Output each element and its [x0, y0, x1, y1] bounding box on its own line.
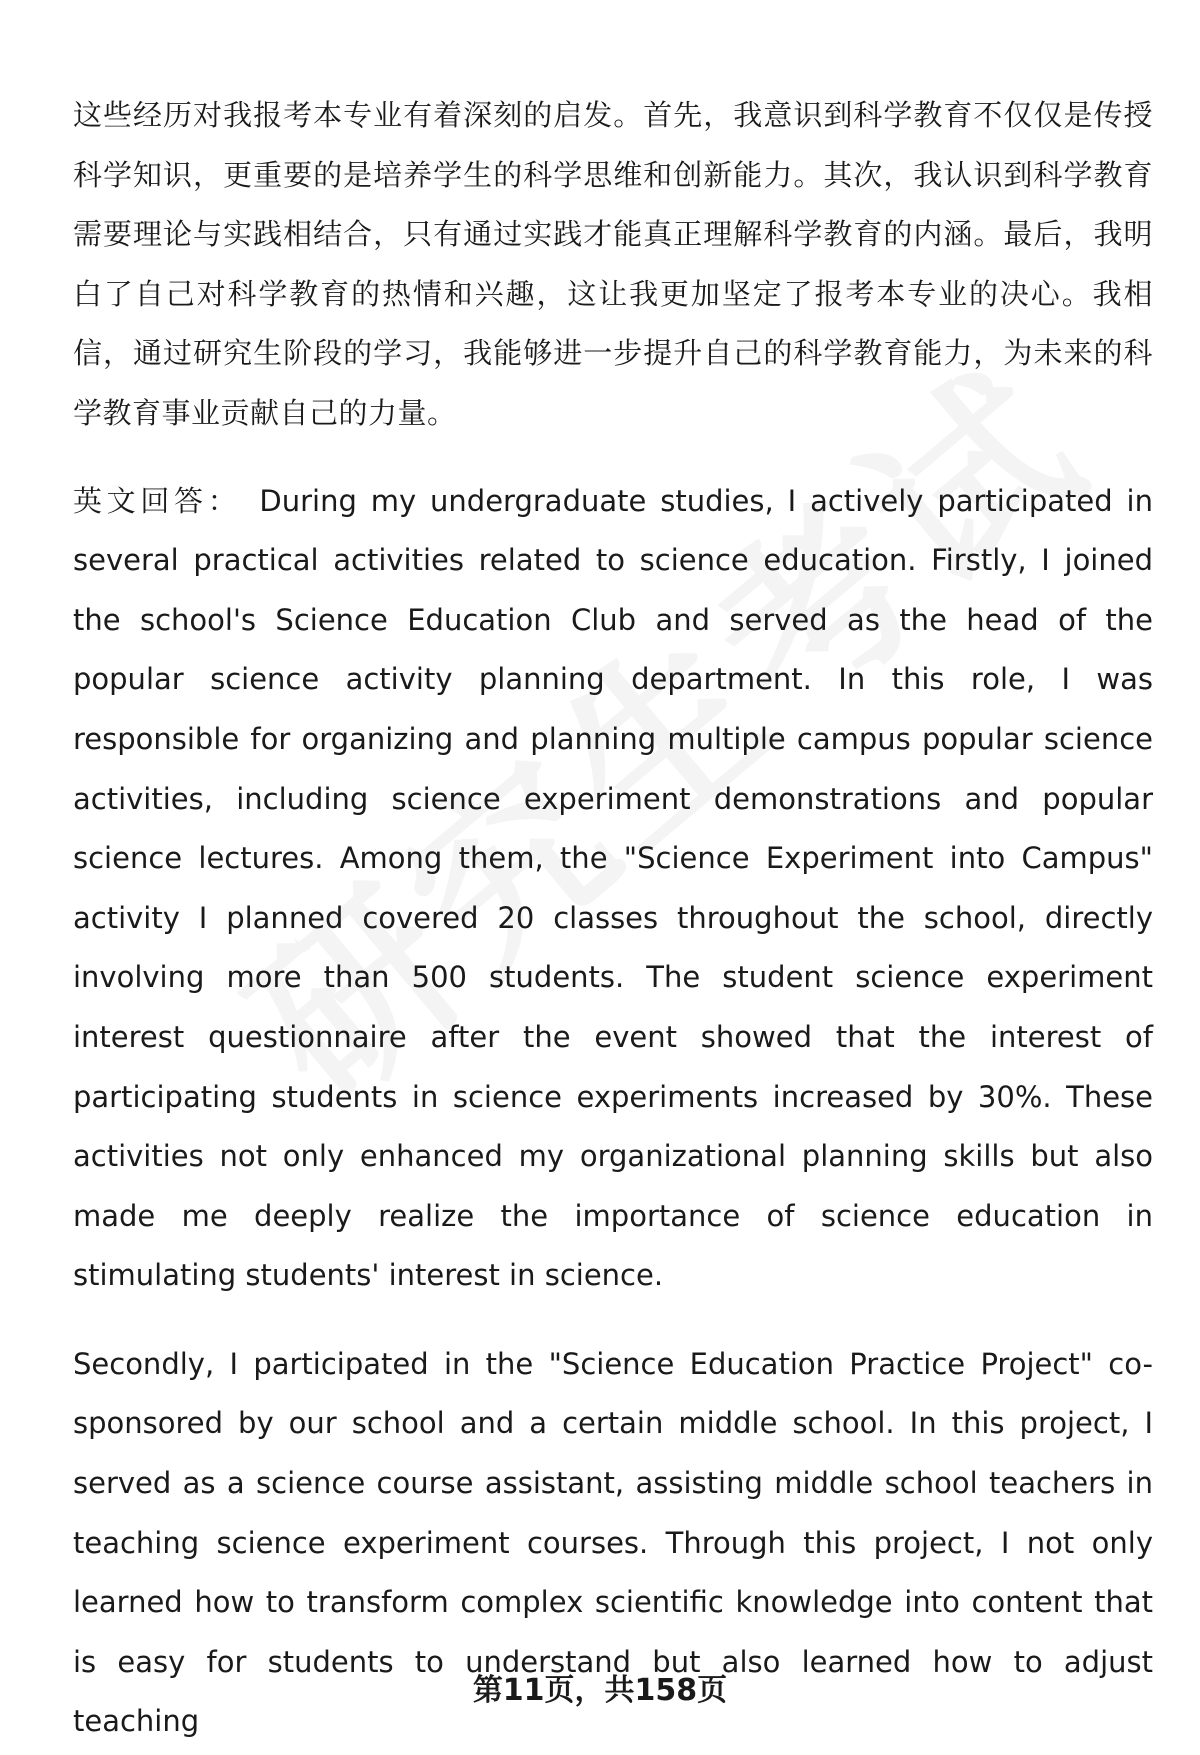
page-indicator: 第11页，共158页	[472, 1673, 728, 1708]
paragraph-english-1	[73, 472, 1153, 1306]
paragraph-chinese: 这些经历对我报考本专业有着深刻的启发。首先，我意识到科学教育不仅仅是传授科学知识，更重要的是培养学生的科学思维和创新能力。其次，我认识到科学教育需要理论与实践相结合，只有通过实践才能真正理解科学教育的内涵。最后，我明白了自己对科学教育的热情和兴趣，这让我更加坚定了报考本专业的决心。我相信，通过研究生阶段的学习，我能够进一步提升自己的科学教育能力，为未来的科学教育事业贡献自己的力量。	[73, 98, 1153, 430]
answer-label: 英文回答：	[73, 483, 242, 518]
paragraph-english-1-text: During my undergraduate studies, I actively participated in several practical activities related to science education. Firstly, I joined the school's Science Education Club and served as the head of the popular science activity planning department. In this role, I was responsible for organizing and planning multiple campus popular science activities, including science experiment demonstrations and popular science lectures. Among them, the "Science Experiment into Campus" activity I planned covered 20 classes throughout the school, directly involving more than 500 students. The student science experiment interest questionnaire after the event showed that the interest of participating students in science experiments increased by 30%. These activities not only enhanced my organizational planning skills but also made me deeply realize the importance of science education in stimulating students' interest in science.	[73, 483, 1153, 1293]
paragraph-english-2: Secondly, I participated in the "Science Education Practice Project" co-sponsored by our school and a certain middle school. In this project, I served as a science course assistant, assisting middle school teachers in teaching science experiment courses. Through this project, I not only learned how to transform complex scientific knowledge into content that is easy for students to understand but also learned how to adjust teaching	[73, 1346, 1153, 1739]
page-content	[73, 86, 1153, 1752]
